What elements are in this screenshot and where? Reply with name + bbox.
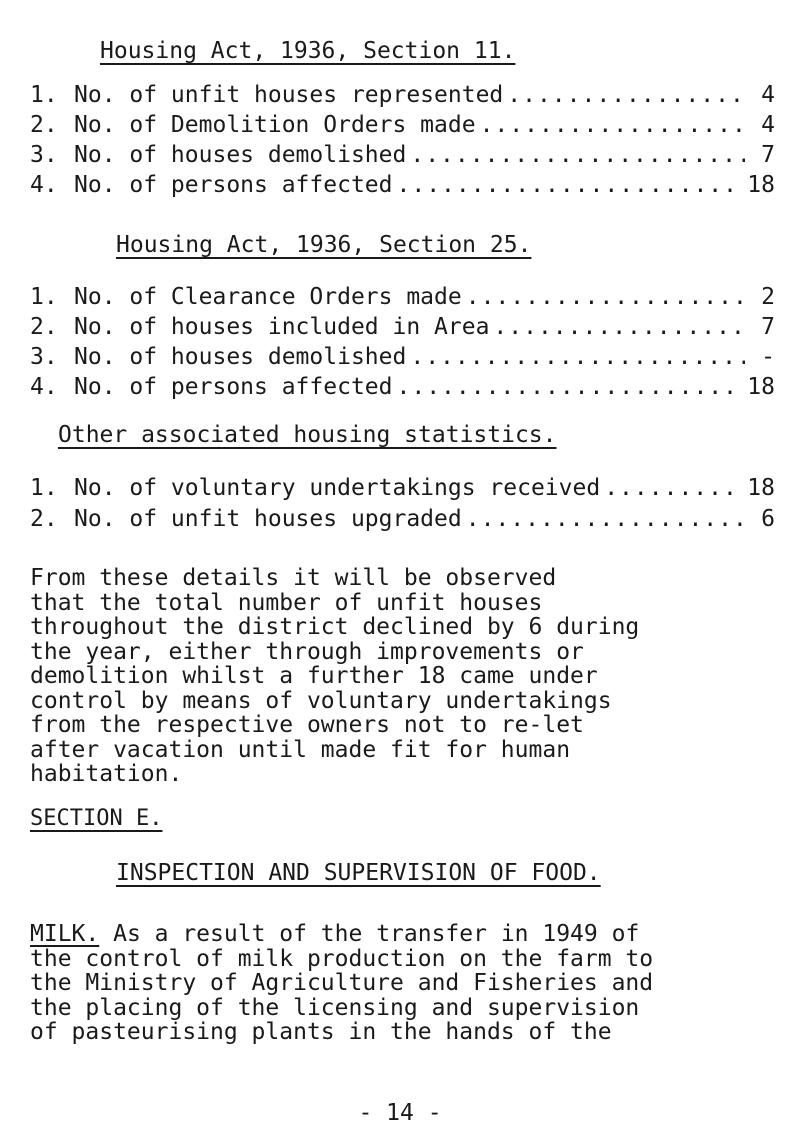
summary-paragraph: From these details it will be observed that the total number of unfit houses throughout the district declined by 6 during the year, either through improvements or demolition whilst a further 18 came under control by means of voluntary undertakings from the respective owners not to re-let after vacation until made fit for human habitation. — [30, 565, 640, 787]
dot-leader — [480, 112, 745, 138]
other-row-2 — [30, 506, 775, 536]
page-number: - 14 - — [358, 1100, 442, 1126]
row-label: No. of houses demolished — [74, 344, 407, 370]
row-value: 6 — [761, 506, 775, 532]
row-label: No. of unfit houses represented — [74, 82, 504, 108]
row-number: 2. — [30, 112, 58, 138]
dot-leader — [466, 506, 745, 532]
row-label: No. of houses demolished — [74, 142, 407, 168]
milk-text: As a result of the transfer in 1949 of the control of milk production on the farm to the Ministry of Agriculture and Fisheries and the placing of the licensing and supervision of pasteurising plants in the hands of the — [30, 921, 654, 1045]
section-25-row-1 — [30, 284, 775, 314]
dot-leader — [604, 475, 743, 501]
section-11-row-2 — [30, 112, 775, 142]
row-number: 2. — [30, 314, 58, 340]
row-number: 1. — [30, 82, 58, 108]
row-value: - — [761, 344, 775, 370]
dot-leader — [507, 82, 745, 108]
dot-leader — [397, 172, 744, 198]
milk-label: MILK. — [30, 921, 100, 947]
dot-leader — [493, 314, 745, 340]
row-number: 3. — [30, 142, 58, 168]
row-label: No. of Clearance Orders made — [74, 284, 462, 310]
row-label: No. of persons affected — [74, 374, 393, 400]
row-number: 4. — [30, 172, 58, 198]
row-value: 7 — [761, 142, 775, 168]
row-label: No. of unfit houses upgraded — [74, 506, 462, 532]
row-value: 18 — [747, 172, 775, 198]
section-25-row-3 — [30, 344, 775, 374]
row-value: 2 — [761, 284, 775, 310]
row-label: No. of houses included in Area — [74, 314, 490, 340]
section-11-row-4 — [30, 172, 775, 202]
row-label: No. of persons affected — [74, 172, 393, 198]
row-value: 7 — [761, 314, 775, 340]
row-number: 3. — [30, 344, 58, 370]
row-value: 18 — [747, 475, 775, 501]
row-number: 2. — [30, 506, 58, 532]
dot-leader — [466, 284, 745, 310]
row-label: No. of voluntary undertakings received — [74, 475, 601, 501]
row-label: No. of Demolition Orders made — [74, 112, 476, 138]
milk-paragraph — [30, 922, 790, 1045]
section-25-row-4 — [30, 374, 775, 404]
row-number: 1. — [30, 475, 58, 501]
section-11-row-1 — [30, 82, 775, 112]
section-25-row-2 — [30, 314, 775, 344]
section-e-label: SECTION E. — [30, 806, 163, 831]
row-number: 4. — [30, 374, 58, 400]
row-value: 4 — [761, 82, 775, 108]
dot-leader — [410, 142, 745, 168]
other-row-1 — [30, 475, 775, 505]
dot-leader — [410, 344, 745, 370]
section-11-heading: Housing Act, 1936, Section 11. — [100, 38, 516, 64]
row-number: 1. — [30, 284, 58, 310]
row-value: 4 — [761, 112, 775, 138]
dot-leader — [397, 374, 744, 400]
other-statistics-heading: Other associated housing statistics. — [58, 422, 557, 448]
row-value: 18 — [747, 374, 775, 400]
section-11-row-3 — [30, 142, 775, 172]
food-inspection-heading: INSPECTION AND SUPERVISION OF FOOD. — [116, 860, 601, 886]
section-25-heading: Housing Act, 1936, Section 25. — [116, 232, 532, 258]
